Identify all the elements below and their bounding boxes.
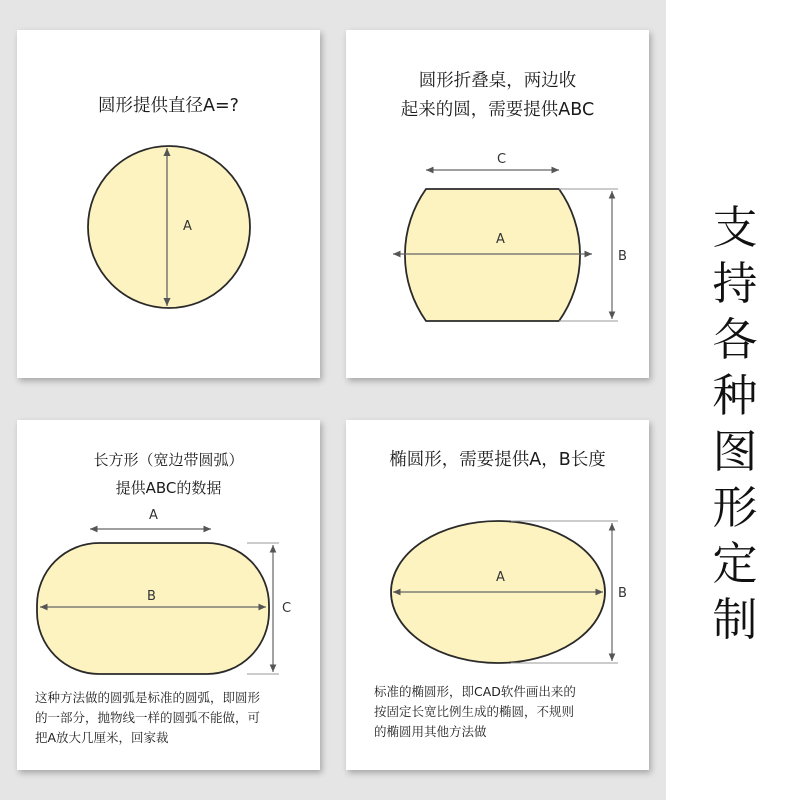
folding-circle-shape [405,189,580,321]
label-c: C [282,601,292,616]
label-a: A [496,232,505,247]
note-line: 的椭圆用其他方法做 [374,724,487,739]
folding-circle-diagram [346,30,649,380]
stadium-note [35,688,320,748]
title-line: 圆形提供直径A=? [98,96,239,116]
label-c: C [497,152,507,167]
label-a: A [149,508,158,523]
note-line: 按固定长宽比例生成的椭圆，不规则 [374,704,575,719]
ellipse-card [346,420,649,770]
circle-card [17,30,320,378]
side-title-char: 制 [712,593,758,646]
note-line: 标准的椭圆形，即CAD软件画出来的 [374,684,576,699]
note-line: 的一部分，抛物线一样的圆弧不能做，可 [35,710,261,725]
title-line: 提供ABC的数据 [115,479,222,497]
title-line: 椭圆形，需要提供A，B长度 [389,450,606,470]
title-line: 起来的圆，需要提供ABC [400,100,595,120]
side-title-char: 持 [712,257,758,310]
stadium-card [17,420,320,770]
side-title-char: 种 [712,369,758,422]
folding-circle-card [346,30,649,378]
side-title-char: 支 [712,201,758,254]
circle-shape [88,146,250,308]
label-b: B [618,586,627,601]
ellipse-note [374,682,644,742]
label-a: A [183,219,192,234]
note-line: 这种方法做的圆弧是标准的圆弧，即圆形 [35,690,261,705]
side-title [700,200,770,648]
label-b: B [618,249,627,264]
stadium-shape [37,543,269,674]
side-title-char: 形 [712,481,758,534]
label-b: B [147,589,156,604]
side-title-char: 定 [712,537,758,590]
note-line: 把A放大几厘米，回家裁 [35,730,169,745]
title-line: 圆形折叠桌，两边收 [418,71,577,91]
circle-diagram [17,30,320,380]
label-a: A [496,570,505,585]
side-title-char: 各 [712,313,758,366]
side-title-char: 图 [712,425,758,478]
title-line: 长方形（宽边带圆弧） [93,451,244,469]
